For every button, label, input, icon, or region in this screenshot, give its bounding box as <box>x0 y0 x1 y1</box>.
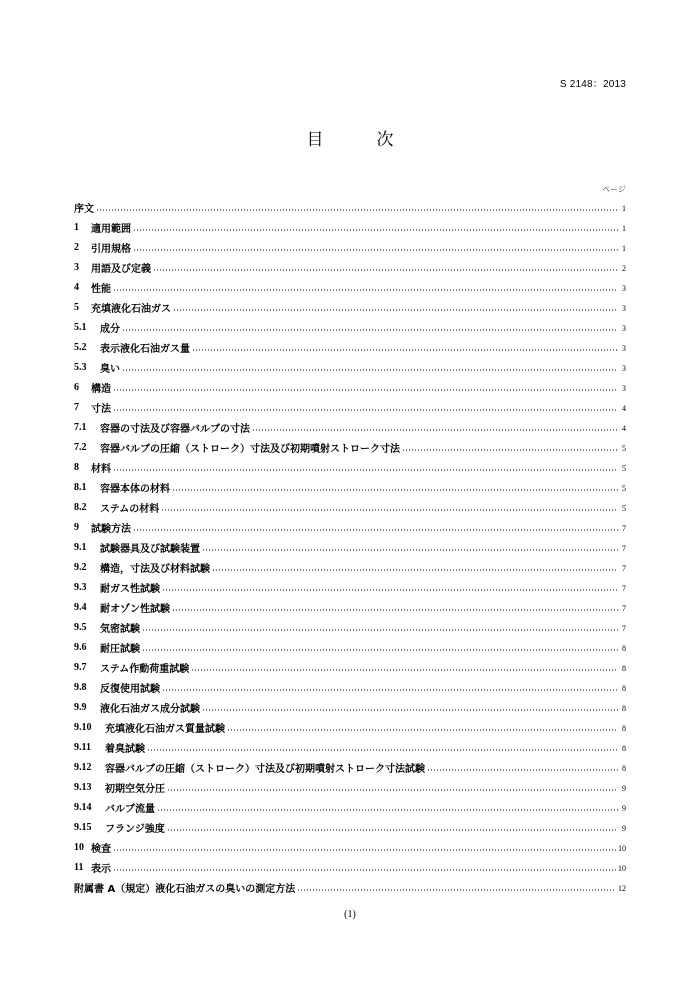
toc-entry-page: 8 <box>622 643 626 653</box>
toc-entry-label: 用語及び定義 <box>91 263 151 275</box>
dot-leader <box>133 229 618 231</box>
toc-entry-page: 7 <box>622 603 626 613</box>
toc-entry[interactable] <box>74 477 626 497</box>
toc-entry-page: 9 <box>622 803 626 813</box>
toc-entry[interactable] <box>74 637 626 657</box>
dot-leader <box>191 669 618 671</box>
toc-entry-number: 8.1 <box>74 481 87 493</box>
dot-leader <box>113 289 618 291</box>
dot-leader <box>142 629 618 631</box>
toc-entry-page: 7 <box>622 563 626 573</box>
toc-entry-number: 9.8 <box>74 681 87 693</box>
toc-entry-label: 適用範囲 <box>91 223 131 235</box>
toc-entry-page: 9 <box>622 823 626 833</box>
toc-entry[interactable] <box>74 257 626 277</box>
toc-entry-page: 3 <box>622 323 626 333</box>
toc-entry-page: 1 <box>622 223 626 233</box>
toc-entry-number: 5 <box>74 301 79 313</box>
toc-entry-number: 5.2 <box>74 341 87 353</box>
toc-entry[interactable] <box>74 517 626 537</box>
toc-entry-number: 8.2 <box>74 501 87 513</box>
toc-entry-number: 9.7 <box>74 661 87 673</box>
toc-entry[interactable] <box>74 297 626 317</box>
toc-entry-page: 5 <box>622 463 626 473</box>
toc-entry-label: 液化石油ガス成分試験 <box>100 703 200 715</box>
toc-entry-page: 7 <box>622 583 626 593</box>
toc-entry-page: 5 <box>622 503 626 513</box>
toc-entry[interactable] <box>74 717 626 737</box>
toc-entry-label: 充填液化石油ガス質量試験 <box>105 723 225 735</box>
toc-entry[interactable] <box>74 777 626 797</box>
dot-leader <box>113 849 616 851</box>
toc-entry-label: 構造 <box>91 383 111 395</box>
toc-entry-label: 検査 <box>91 843 111 855</box>
dot-leader <box>162 589 618 591</box>
dot-leader <box>167 789 618 791</box>
toc-entry-label: ステム作動荷重試験 <box>100 663 190 675</box>
toc-entry[interactable] <box>74 837 626 857</box>
toc-entry-page: 3 <box>622 343 626 353</box>
toc-entry-number: 11 <box>74 861 84 873</box>
toc-entry-page: 3 <box>622 383 626 393</box>
toc-entry-label: 附属書 A（規定）液化石油ガスの臭いの測定方法 <box>74 883 296 895</box>
toc-entry-label: バルブ流量 <box>105 803 155 815</box>
toc-entry[interactable] <box>74 197 626 217</box>
toc-entry-label: 性能 <box>91 283 111 295</box>
toc-entry-label: 試験方法 <box>91 523 131 535</box>
toc-entry-label: 成分 <box>100 323 120 335</box>
toc-entry-number: 6 <box>74 381 79 393</box>
toc-entry-number: 9.5 <box>74 621 87 633</box>
toc-entry-number: 7.1 <box>74 421 87 433</box>
toc-entry-page: 8 <box>622 663 626 673</box>
dot-leader <box>402 449 618 451</box>
dot-leader <box>167 829 618 831</box>
toc-entry[interactable] <box>74 817 626 837</box>
dot-leader <box>202 709 618 711</box>
toc-entry[interactable] <box>74 417 626 437</box>
toc-entry[interactable] <box>74 337 626 357</box>
toc-entry-number: 1 <box>74 221 79 233</box>
toc-entry-label: 耐圧試験 <box>100 643 140 655</box>
toc-entry[interactable] <box>74 657 626 677</box>
toc-entry-label: 試験器具及び試験装置 <box>100 543 200 555</box>
toc-entry-label: 臭い <box>100 363 120 375</box>
toc-entry-number: 7 <box>74 401 79 413</box>
dot-leader <box>153 269 618 271</box>
toc-entry-number: 9.9 <box>74 701 87 713</box>
toc-entry-label: 充填液化石油ガス <box>91 303 171 315</box>
toc-entry-number: 9 <box>74 521 79 533</box>
toc-entry[interactable] <box>74 237 626 257</box>
toc-entry-number: 9.1 <box>74 541 87 553</box>
dot-leader <box>297 889 616 891</box>
dot-leader <box>113 409 618 411</box>
dot-leader <box>157 809 618 811</box>
toc-entry-label: 表示液化石油ガス量 <box>100 343 190 355</box>
toc-entry[interactable] <box>74 497 626 517</box>
dot-leader <box>113 389 618 391</box>
dot-leader <box>162 689 618 691</box>
toc-entry-page: 7 <box>622 543 626 553</box>
toc-entry[interactable] <box>74 277 626 297</box>
toc-entry-number: 9.13 <box>74 781 92 793</box>
toc-entry-page: 10 <box>618 863 626 873</box>
toc-entry-number: 9.12 <box>74 761 92 773</box>
toc-entry-page: 12 <box>618 883 626 893</box>
dot-leader <box>122 329 618 331</box>
toc-entry[interactable] <box>74 797 626 817</box>
toc-entry[interactable] <box>74 617 626 637</box>
toc-entry[interactable] <box>74 857 626 877</box>
toc-entry-page: 4 <box>622 423 626 433</box>
toc-entry-page: 1 <box>622 243 626 253</box>
dot-leader <box>113 469 618 471</box>
toc-entry-page: 8 <box>622 763 626 773</box>
toc-entry[interactable] <box>74 877 626 897</box>
toc-entry-label: 容器の寸法及び容器バルブの寸法 <box>100 423 250 435</box>
toc-entry-page: 4 <box>622 403 626 413</box>
toc-entry-label: 容器バルブの圧縮（ストローク）寸法及び初期噴射ストローク寸法 <box>100 443 400 455</box>
page-title: 目 次 <box>306 130 412 150</box>
dot-leader <box>142 649 618 651</box>
toc-entry-label: 容器バルブの圧縮（ストローク）寸法及び初期噴射ストローク寸法試験 <box>105 763 425 775</box>
standard-code: S 2148：2013 <box>559 79 626 90</box>
dot-leader <box>173 309 618 311</box>
toc-entry-label: 構造，寸法及び材料試験 <box>100 563 210 575</box>
toc-entry-label: 気密試験 <box>100 623 140 635</box>
toc-entry-label: フランジ強度 <box>105 823 165 835</box>
toc-entry-number: 7.2 <box>74 441 87 453</box>
dot-leader <box>227 729 618 731</box>
toc-entry-label: 耐オゾン性試験 <box>100 603 170 615</box>
toc-entry-page: 3 <box>622 363 626 373</box>
toc-entry[interactable] <box>74 737 626 757</box>
dot-leader <box>133 249 618 251</box>
toc-entry[interactable] <box>74 457 626 477</box>
toc-entry-page: 7 <box>622 523 626 533</box>
toc-entry[interactable] <box>74 577 626 597</box>
toc-entry[interactable] <box>74 377 626 397</box>
toc-entry[interactable] <box>74 757 626 777</box>
dot-leader <box>192 349 618 351</box>
toc-entry-number: 9.2 <box>74 561 87 573</box>
toc-entry-label: 材料 <box>91 463 111 475</box>
page-column-label: ページ <box>602 185 626 194</box>
toc-entry-label: 反復使用試験 <box>100 683 160 695</box>
toc-entry-label: 表示 <box>91 863 111 875</box>
dot-leader <box>252 429 618 431</box>
toc-entry[interactable] <box>74 357 626 377</box>
toc-entry-number: 9.10 <box>74 721 92 733</box>
toc-entry-number: 5.3 <box>74 361 87 373</box>
toc-entry-label: 耐ガス性試験 <box>100 583 160 595</box>
toc-entry-page: 8 <box>622 743 626 753</box>
toc-entry[interactable] <box>74 217 626 237</box>
toc-entry-page: 3 <box>622 303 626 313</box>
dot-leader <box>113 869 616 871</box>
toc-entry-page: 1 <box>622 203 626 213</box>
toc-entry[interactable] <box>74 317 626 337</box>
toc-entry[interactable] <box>74 397 626 417</box>
toc-entry-label: 容器本体の材料 <box>100 483 170 495</box>
toc-entry-number: 9.15 <box>74 821 92 833</box>
dot-leader <box>212 569 618 571</box>
dot-leader <box>172 609 618 611</box>
toc-entry-number: 5.1 <box>74 321 87 333</box>
toc-entry-page: 5 <box>622 443 626 453</box>
toc-entry-page: 8 <box>622 723 626 733</box>
dot-leader <box>147 749 618 751</box>
toc-entry-number: 9.14 <box>74 801 92 813</box>
toc-entry-number: 8 <box>74 461 79 473</box>
toc-entry-number: 9.4 <box>74 601 87 613</box>
toc-entry[interactable] <box>74 597 626 617</box>
dot-leader <box>202 549 618 551</box>
toc-entry-page: 8 <box>622 703 626 713</box>
toc-entry-label: 寸法 <box>91 403 111 415</box>
toc-entry-page: 2 <box>622 263 626 273</box>
toc-entry-number: 9.6 <box>74 641 87 653</box>
toc-entry-label: ステムの材料 <box>100 503 160 515</box>
toc-entry-label: 初期空気分圧 <box>105 783 165 795</box>
toc-entry-number: 10 <box>74 841 84 853</box>
toc-entry-number: 4 <box>74 281 79 293</box>
dot-leader <box>133 529 618 531</box>
toc-entry[interactable] <box>74 437 626 457</box>
toc-entry-number: 9.11 <box>74 741 91 753</box>
toc-entry[interactable] <box>74 677 626 697</box>
footer-page-number: (1) <box>344 909 356 920</box>
toc-entry-number: 3 <box>74 261 79 273</box>
toc-entry[interactable] <box>74 697 626 717</box>
table-of-contents <box>74 197 626 897</box>
toc-entry-page: 5 <box>622 483 626 493</box>
toc-entry[interactable] <box>74 557 626 577</box>
toc-entry-label: 着臭試験 <box>105 743 145 755</box>
toc-entry[interactable] <box>74 537 626 557</box>
toc-entry-page: 10 <box>618 843 626 853</box>
toc-entry-page: 7 <box>622 623 626 633</box>
toc-entry-label: 序文 <box>74 203 94 215</box>
dot-leader <box>122 369 618 371</box>
toc-entry-page: 3 <box>622 283 626 293</box>
toc-entry-number: 2 <box>74 241 79 253</box>
dot-leader <box>161 509 618 511</box>
toc-entry-label: 引用規格 <box>91 243 131 255</box>
toc-entry-number: 9.3 <box>74 581 87 593</box>
dot-leader <box>172 489 618 491</box>
toc-entry-page: 8 <box>622 683 626 693</box>
dot-leader <box>427 769 618 771</box>
dot-leader <box>96 209 618 211</box>
toc-entry-page: 9 <box>622 783 626 793</box>
